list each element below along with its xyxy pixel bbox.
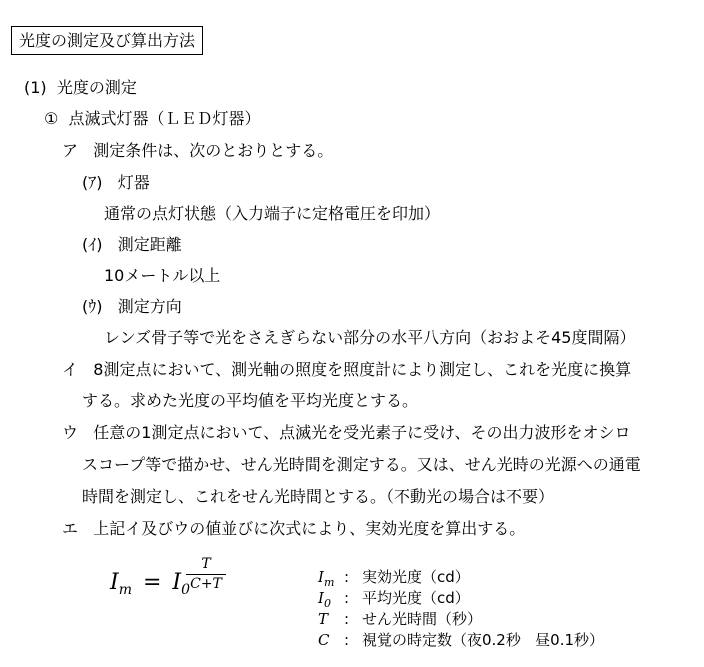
item-a2-heading: (ｲ) 測定距離	[82, 235, 182, 254]
item-1-heading: ① 点滅式灯器（ＬＥＤ灯器）	[44, 109, 261, 128]
formula-rhs: I	[172, 570, 182, 595]
legend-colon: :	[344, 631, 350, 649]
formula-lhs: I	[110, 570, 119, 595]
legend-symbol-sub: m	[323, 576, 335, 589]
section-1-heading: (1) 光度の測定	[24, 78, 137, 97]
legend-symbol-sub: 0	[323, 597, 331, 610]
legend-colon: :	[344, 589, 350, 607]
formula-rhs-sub: 0	[181, 582, 191, 598]
item-i-line-1: イ 8測定点において、測光軸の照度を照度計により測定し、これを光度に換算	[62, 360, 632, 379]
legend-text: 視覚の時定数（夜0.2秒 昼0.1秒）	[362, 631, 605, 649]
document-title: 光度の測定及び算出方法	[11, 26, 203, 55]
legend-text: 平均光度（cd）	[362, 589, 470, 607]
legend-colon: :	[344, 568, 350, 586]
legend-text: 実効光度（cd）	[362, 568, 470, 586]
formula-equals: =	[142, 570, 162, 595]
item-a-heading: ア 測定条件は、次のとおりとする。	[62, 141, 334, 160]
legend-symbol: I	[318, 568, 324, 586]
legend-symbol: T	[318, 610, 329, 628]
item-i-line-2: する。求めた光度の平均値を平均光度とする。	[82, 391, 419, 410]
legend-row	[318, 630, 604, 650]
formula-lhs-sub: m	[118, 582, 132, 598]
formula-denominator: C+T	[190, 576, 222, 592]
item-u-line-3: 時間を測定し、これをせん光時間とする。（不動光の場合は不要）	[82, 487, 555, 506]
formula-fraction	[186, 556, 226, 593]
legend-colon: :	[344, 610, 350, 628]
fraction-bar	[186, 574, 226, 575]
item-e-line: エ 上記イ及びウの値並びに次式により、実効光度を算出する。	[62, 519, 526, 538]
item-u-line-2: スコープ等で描かせ、せん光時間を測定する。又は、せん光時の光源への通電	[82, 455, 641, 474]
item-a3-heading: (ｳ) 測定方向	[82, 297, 182, 316]
formula-numerator: T	[201, 556, 211, 572]
legend-symbol: I	[318, 589, 324, 607]
item-u-line-1: ウ 任意の1測定点において、点滅光を受光素子に受け、その出力波形をオシロ	[62, 423, 631, 442]
item-a3-body: レンズ骨子等で光をさえぎらない部分の水平八方向（おおよそ45度間隔）	[104, 328, 636, 347]
legend-row	[318, 609, 482, 629]
legend-symbol: C	[318, 631, 330, 649]
legend-text: せん光時間（秒）	[362, 610, 483, 628]
item-a1-heading: (ｱ) 灯器	[82, 173, 150, 192]
item-a1-body: 通常の点灯状態（入力端子に定格電圧を印加）	[104, 204, 441, 223]
item-a2-body: 10メートル以上	[104, 266, 221, 285]
